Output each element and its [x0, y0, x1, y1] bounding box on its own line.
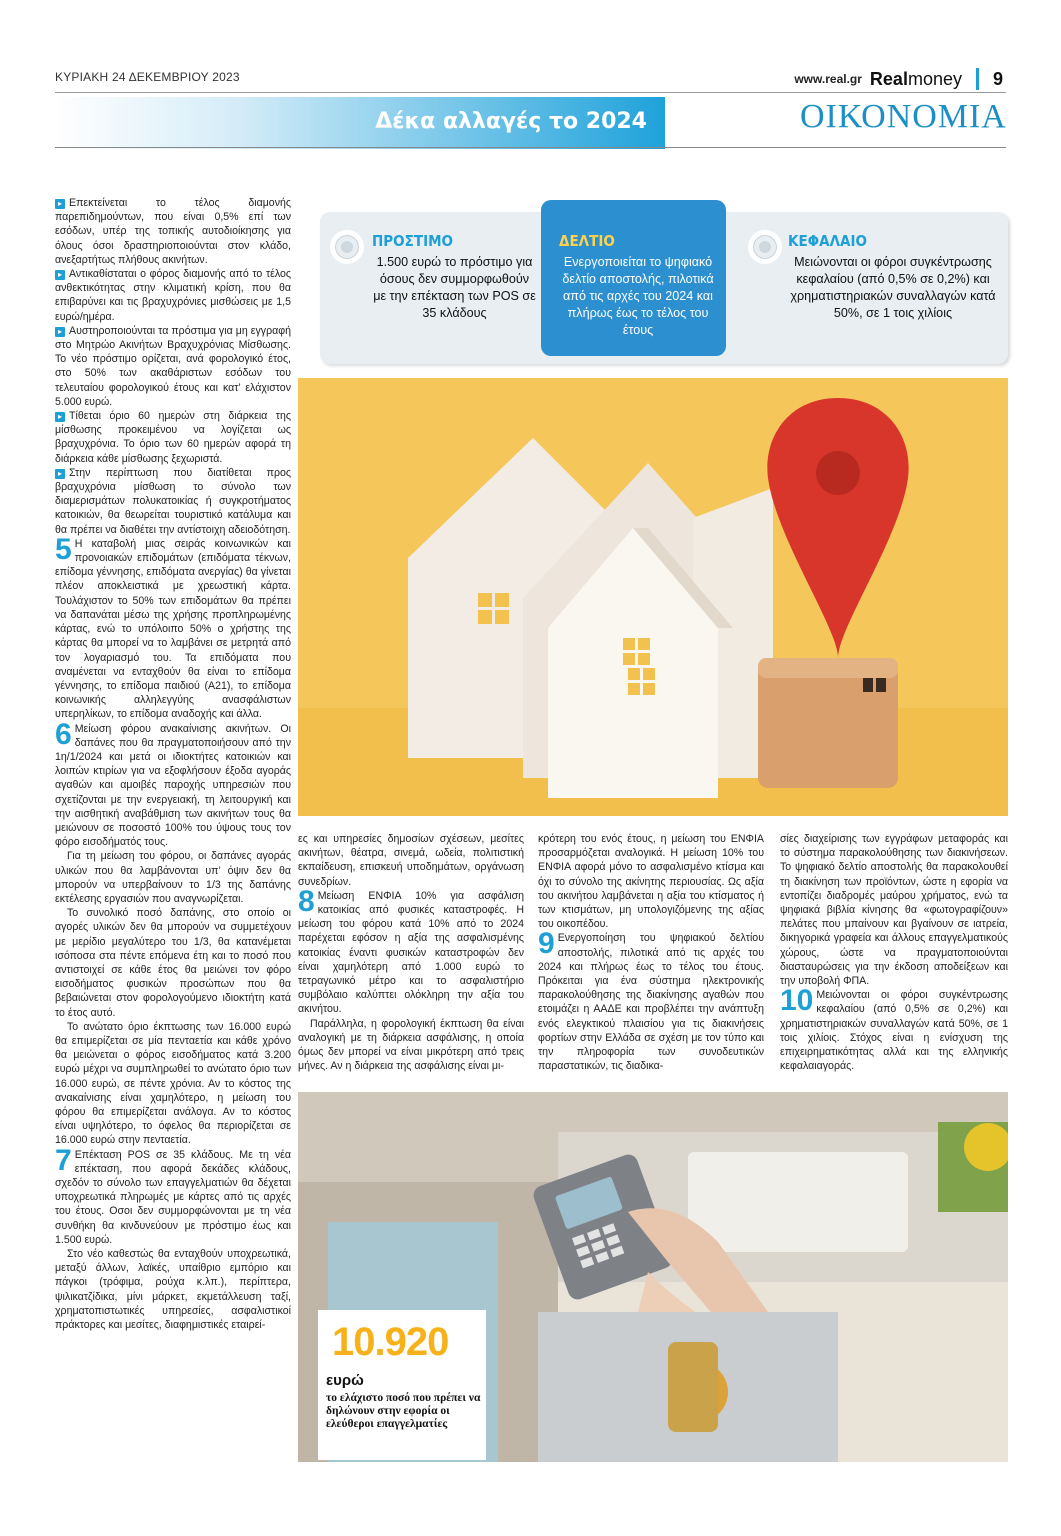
- ring-icon: [748, 230, 782, 264]
- header-rule: [55, 92, 1006, 93]
- article-title: Δέκα αλλαγές το 2024: [375, 109, 647, 134]
- section-name: ΟΙΚΟΝΟΜΙΑ: [800, 98, 1007, 135]
- header-divider: [976, 68, 979, 90]
- ring-icon: [330, 230, 364, 264]
- bullet-paragraph: ▸ Αυστηροποιούνται τα πρόστιμα για μη εγγραφή στο Μητρώο Ακινήτων Βραχυχρόνιας Μίσθωσης. Το νέο πρόστιμο ορίζεται, ανά φορολογικό έτος, στο 50% των ακαθάριστων εσόδων του τελευταίου φορολογικού έτους και κατ’ ελάχιστον 5.000 ευρώ.: [55, 324, 291, 409]
- houses-illustration: [298, 378, 1008, 816]
- paragraph: Το συνολικό ποσό δαπάνης, στο οποίο οι αγορές υλικών δεν θα μπορούν να συμμετέχουν με μερίδιο μεγαλύτερο του 1/3, θα κατανέμεται ισόποσα στα πέντε επόμενα έτη και το ποσό που αντιστοιχεί σε κάθε έτος θα μειώνει τον φόρο εισοδήματος φυσικών προσώπων που θα βεβαιώνεται στον φορολογούμενο ιδιοκτήτη κατά το έτος αυτό.: [55, 907, 291, 1019]
- info-label: ΠΡΟΣΤΙΜΟ: [372, 232, 453, 250]
- page-number: 9: [992, 68, 1003, 89]
- info-item-capital: [788, 232, 998, 322]
- site-url[interactable]: www.real.gr: [794, 72, 862, 86]
- numbered-paragraph-5: [55, 532, 291, 722]
- item-number: 10: [780, 984, 814, 1018]
- paragraph: ες και υπηρεσίες δημοσίων σχέσεων, μεσίτες ακινήτων, θέατρα, σινεμά, ωδεία, πολιτιστική εκπαίδευση, επισκευή υποδημάτων, οργάνωση συνεδρίων.: [298, 833, 524, 888]
- title-rule: [55, 147, 1006, 148]
- info-text: Ενεργοποιείται το ψηφιακό δελτίο αποστολής, πιλοτικά από τις αρχές του 2024 και πλήρως έως το τέλος του έτους: [562, 255, 714, 337]
- title-band: [55, 97, 665, 149]
- paragraph: σίες διαχείρισης των εγγράφων μεταφοράς και το σύστημα παρακολούθησης των διακινήσεων. Το ψηφιακό δελτίο αποστολής θα παρακολουθεί τη διακίνηση των προϊόντων, ώστε η εφορία να εντοπίζει διαδρομές μαύρου χρήματος, ενώ τα ψηφιακά βιβλία κίνησης θα «φωτογραφίζουν» πελάτες που μπαίνουν και βγαίνουν σε ιατρεία, δικηγορικά γραφεία και άλλους επαγγελματικούς χώρους, ώστε να πραγματοποιούνται διασταυρώσεις για την έκδοση αποδείξεων και την υποβολή ΦΠΑ.: [780, 833, 1008, 988]
- callout-box: [318, 1310, 486, 1460]
- masthead: [794, 68, 1003, 90]
- bullet-paragraph: ▸ Αντικαθίσταται ο φόρος διαμονής από το τέλος ανθεκτικότητας στην κλιματική κρίση, που θα επιβαρύνει και τις βραχυχρόνιες μισθώσεις με 1,5 ευρώ/ημέρα.: [55, 267, 291, 324]
- callout-unit: ευρώ: [326, 1372, 364, 1389]
- paragraph-text: Μείωση ΕΝΦΙΑ 10% για ασφάλιση κατοικίας από φυσικές καταστροφές. Η μείωση του φόρου κατά 10% από το 2024 παρέχεται εφόσον η αξία της ασφαλισμένης κατοικίας έναντι φυσικών καταστροφών δεν είναι χαμηλότερη από 1.000 ευρώ το τετραγωνικό μέτρο και το ασφαλιστήριο συμβόλαιο καλύπτει ολόκληρη την αξία του ακινήτου.: [298, 889, 524, 1016]
- info-label: ΔΕΛΤΙΟ: [559, 232, 615, 250]
- item-number: 8: [298, 884, 315, 918]
- paragraph: Παράλληλα, η φορολογική έκπτωση θα είναι αναλογική με τη διάρκεια ασφάλισης, η οποία όμως δεν μπορεί να είναι μικρότερη από τρεις μήνες. Αν η διάρκεια της ασφάλισης είναι μι-: [298, 1017, 524, 1073]
- callout-text: το ελάχιστο ποσό που πρέπει να δηλώνουν στην εφορία οι ελεύθεροι επαγγελματίες: [326, 1392, 481, 1430]
- info-item-fine: [372, 232, 537, 322]
- paragraph: Το ανώτατο όριο έκπτωσης των 16.000 ευρώ θα επιμερίζεται σε μία πενταετία και κάθε χρόνο θα μειώνεται ο φόρος εισοδήματος κατά 3.200 ευρώ μέχρι να συμπληρωθεί το ανώτατο όριο των 16.000 ευρώ, σε πέντε χρόνια. Αν το κόστος της ανακαίνισης είναι χαμηλότερο, η μείωση του φόρου θα επιμερίζεται ανάλογα. Αν το κόστος είναι υψηλότερο, το όφελος θα περιορίζεται σε 16.000 ευρώ στην πενταετία.: [55, 1020, 291, 1147]
- text-column-3: [538, 832, 764, 1073]
- numbered-paragraph-6: [55, 717, 291, 850]
- info-item-delivery-note: [541, 200, 726, 356]
- info-label: ΚΕΦΑΛΑΙΟ: [788, 232, 867, 250]
- paragraph-text: Μειώνονται οι φόροι συγκέντρωσης κεφαλαίου (από 0,5% σε 0,2%) και χρηματιστηριακών συναλλαγών κατά 50%, σε 1 τοις χιλίοις. Στόχος είναι η ενίσχυση της επιχειρηματικότητας αλλά και της ελληνικής κεφαλαιαγοράς.: [780, 989, 1008, 1073]
- numbered-paragraph-8: [298, 884, 524, 1017]
- info-text: Μειώνονται οι φόροι συγκέντρωσης κεφαλαίου (από 0,5% σε 0,2%) και χρηματιστηριακών συναλλαγών κατά 50%, σε 1 τοις χιλίοις: [790, 255, 996, 320]
- paragraph: Στο νέο καθεστώς θα ενταχθούν υποχρεωτικά, μεταξύ άλλων, λαϊκές, υπαίθριο εμπόριο και πάγκοι (τρόφιμα, ρούχα κ.λπ.), περίπτερα, ψιλικατζίδικα, μίνι μάρκετ, εκμετάλλευση ταξί, χρηματοπιστωτικές υπηρεσίες, ασφαλιστικοί πράκτορες και μεσίτες, διαφημιστικές εταιρεί-: [55, 1248, 291, 1332]
- brand-logo-light: money: [907, 68, 962, 89]
- text-column-1: [55, 196, 291, 1332]
- paragraph: κρότερη του ενός έτους, η μείωση του ΕΝΦΙΑ προσαρμόζεται αναλογικά. Η μείωση 10% του ΕΝΦΙΑ αφορά μόνο το ασφαλισμένο κτίσμα και όχι το σύνολο της ακίνητης περιουσίας. Ως αξία του ακινήτου λαμβάνεται η αξία του κτίσματος ή των κτισμάτων, μη υπολογιζόμενης της αξίας του οικοπέδου.: [538, 833, 764, 931]
- paragraph: Για τη μείωση του φόρου, οι δαπάνες αγοράς υλικών που θα λαμβάνονται υπ’ όψιν δεν θα μπορούν να υπερβαίνουν το 1/3 της δαπάνης εκτέλεσης εργασιών που αναγνωρίζεται.: [55, 850, 291, 905]
- numbered-paragraph-10: [780, 984, 1008, 1073]
- brand-logo: [870, 69, 962, 90]
- item-number: 5: [55, 532, 72, 566]
- text-column-2: [298, 832, 524, 1073]
- paragraph-text: Ενεργοποίηση του ψηφιακού δελτίου αποστολής, πιλοτικά από τις αρχές του 2024 και πλήρως έως το τέλος του έτους. Πρόκειται για ένα σύστημα ηλεκτρονικής παρακολούθησης της διακίνησης αγαθών που ετοιμάζει η ΑΑΔΕ και προβλέπει την ανάπτυξη ενός ελεγκτικού πλαισίου για τις διακινήσεις φορτίων στην Ελλάδα σε σχέση με τον τύπο και την πληροφορία των συνοδευτικών παραστατικών, τις διαδικα-: [538, 932, 764, 1073]
- paragraph-text: Μείωση φόρου ανακαίνισης ακινήτων. Οι δαπάνες που θα πραγματοποιήσουν από την 1η/1/2024 και μετά οι ιδιοκτήτες κατοικιών και λοιπών κτιρίων για να εξοφλήσουν έξοδα αγοράς αγαθών και αμοιβές παροχής υπηρεσιών που σχετίζονται με την ενεργειακή, τη λειτουργική και την αισθητική αναβάθμιση των ακινήτων τους θα μειώνουν σε ποσοστό 100% του ύψους τους τον φόρο εισοδήματός τους.: [55, 722, 291, 849]
- paragraph-text: Η καταβολή μιας σειράς κοινωνικών και προνοιακών επιδομάτων (επιδόματα τέκνων, επίδομα γέννησης, επιδόματα ανεργίας) θα γίνεται πλέον αποκλειστικά με χρεωστική κάρτα. Τουλάχιστον το 50% των επιδομάτων θα πρέπει να δαπανάται μέσω της χρήσης προπληρωμένης κάρτας, ενώ το υπόλοιπο 50% ο χρήστης της κάρτας θα μπορεί να το λαμβάνει σε μετρητά από τον λογαριασμό του. Τα επιδόματα που αναμένεται να ενταχθούν θα είναι το επίδομα γέννησης, το επίδομα παιδιού (Α21), το επίδομα κοινωνικής αλληλεγγύης ανασφάλιστων υπερηλίκων, το επίδομα αναδοχής και άλλα.: [55, 537, 291, 721]
- bullet-paragraph: ▸ Στην περίπτωση που διατίθεται προς βραχυχρόνια μίσθωση το σύνολο των διαμερισμάτων πολυκατοικίας ή συγκροτήματος κατοικιών, θα θεωρείται τουριστικό κατάλυμα και θα πρέπει να διαθέτει την αντίστοιχη αδειοδότηση.: [55, 466, 291, 537]
- paragraph-text: Επέκταση POS σε 35 κλάδους. Με τη νέα επέκταση, που αφορά δεκάδες κλάδους, σχεδόν το σύνολο των επαγγελματιών θα δέχεται υποχρεωτικά πληρωμές με κάρτες από τις αρχές του έτους. Οσοι δεν συμμορφώνονται με τη νέα συνθήκη θα κινδυνεύουν με πρόστιμο έως και 1.500 ευρώ.: [55, 1148, 291, 1246]
- bullet-paragraph: ▸ Επεκτείνεται το τέλος διαμονής παρεπιδημούντων, που είναι 0,5% επί των εσόδων, υπέρ της τοπικής αυτοδιοίκησης για όλους όσοι δραστηριοποιούνται στον κλάδο, ανεξαρτήτως πλήθους ακινήτων.: [55, 196, 291, 267]
- callout-number: 10.920: [332, 1320, 449, 1364]
- brand-logo-bold: Real: [869, 68, 908, 89]
- text-column-4: [780, 832, 1008, 1073]
- item-number: 9: [538, 927, 555, 961]
- info-text: 1.500 ευρώ το πρόστιμο για όσους δεν συμμορφωθούν με την επέκταση των POS σε 35 κλάδους: [373, 255, 536, 320]
- numbered-paragraph-9: [538, 927, 764, 1073]
- numbered-paragraph-7: [55, 1143, 291, 1247]
- issue-date: ΚΥΡΙΑΚΗ 24 ΔΕΚΕΜΒΡΙΟΥ 2023: [55, 70, 240, 84]
- item-number: 7: [55, 1143, 72, 1177]
- houses-photo: [298, 378, 1008, 816]
- bullet-paragraph: ▸ Τίθεται όριο 60 ημερών στη διάρκεια της μίσθωσης προκειμένου να λογίζεται ως βραχυχρόνια. Το όριο των 60 ημερών αφορά τη διάρκεια κάθε μίσθωσης ξεχωριστά.: [55, 409, 291, 466]
- item-number: 6: [55, 717, 72, 751]
